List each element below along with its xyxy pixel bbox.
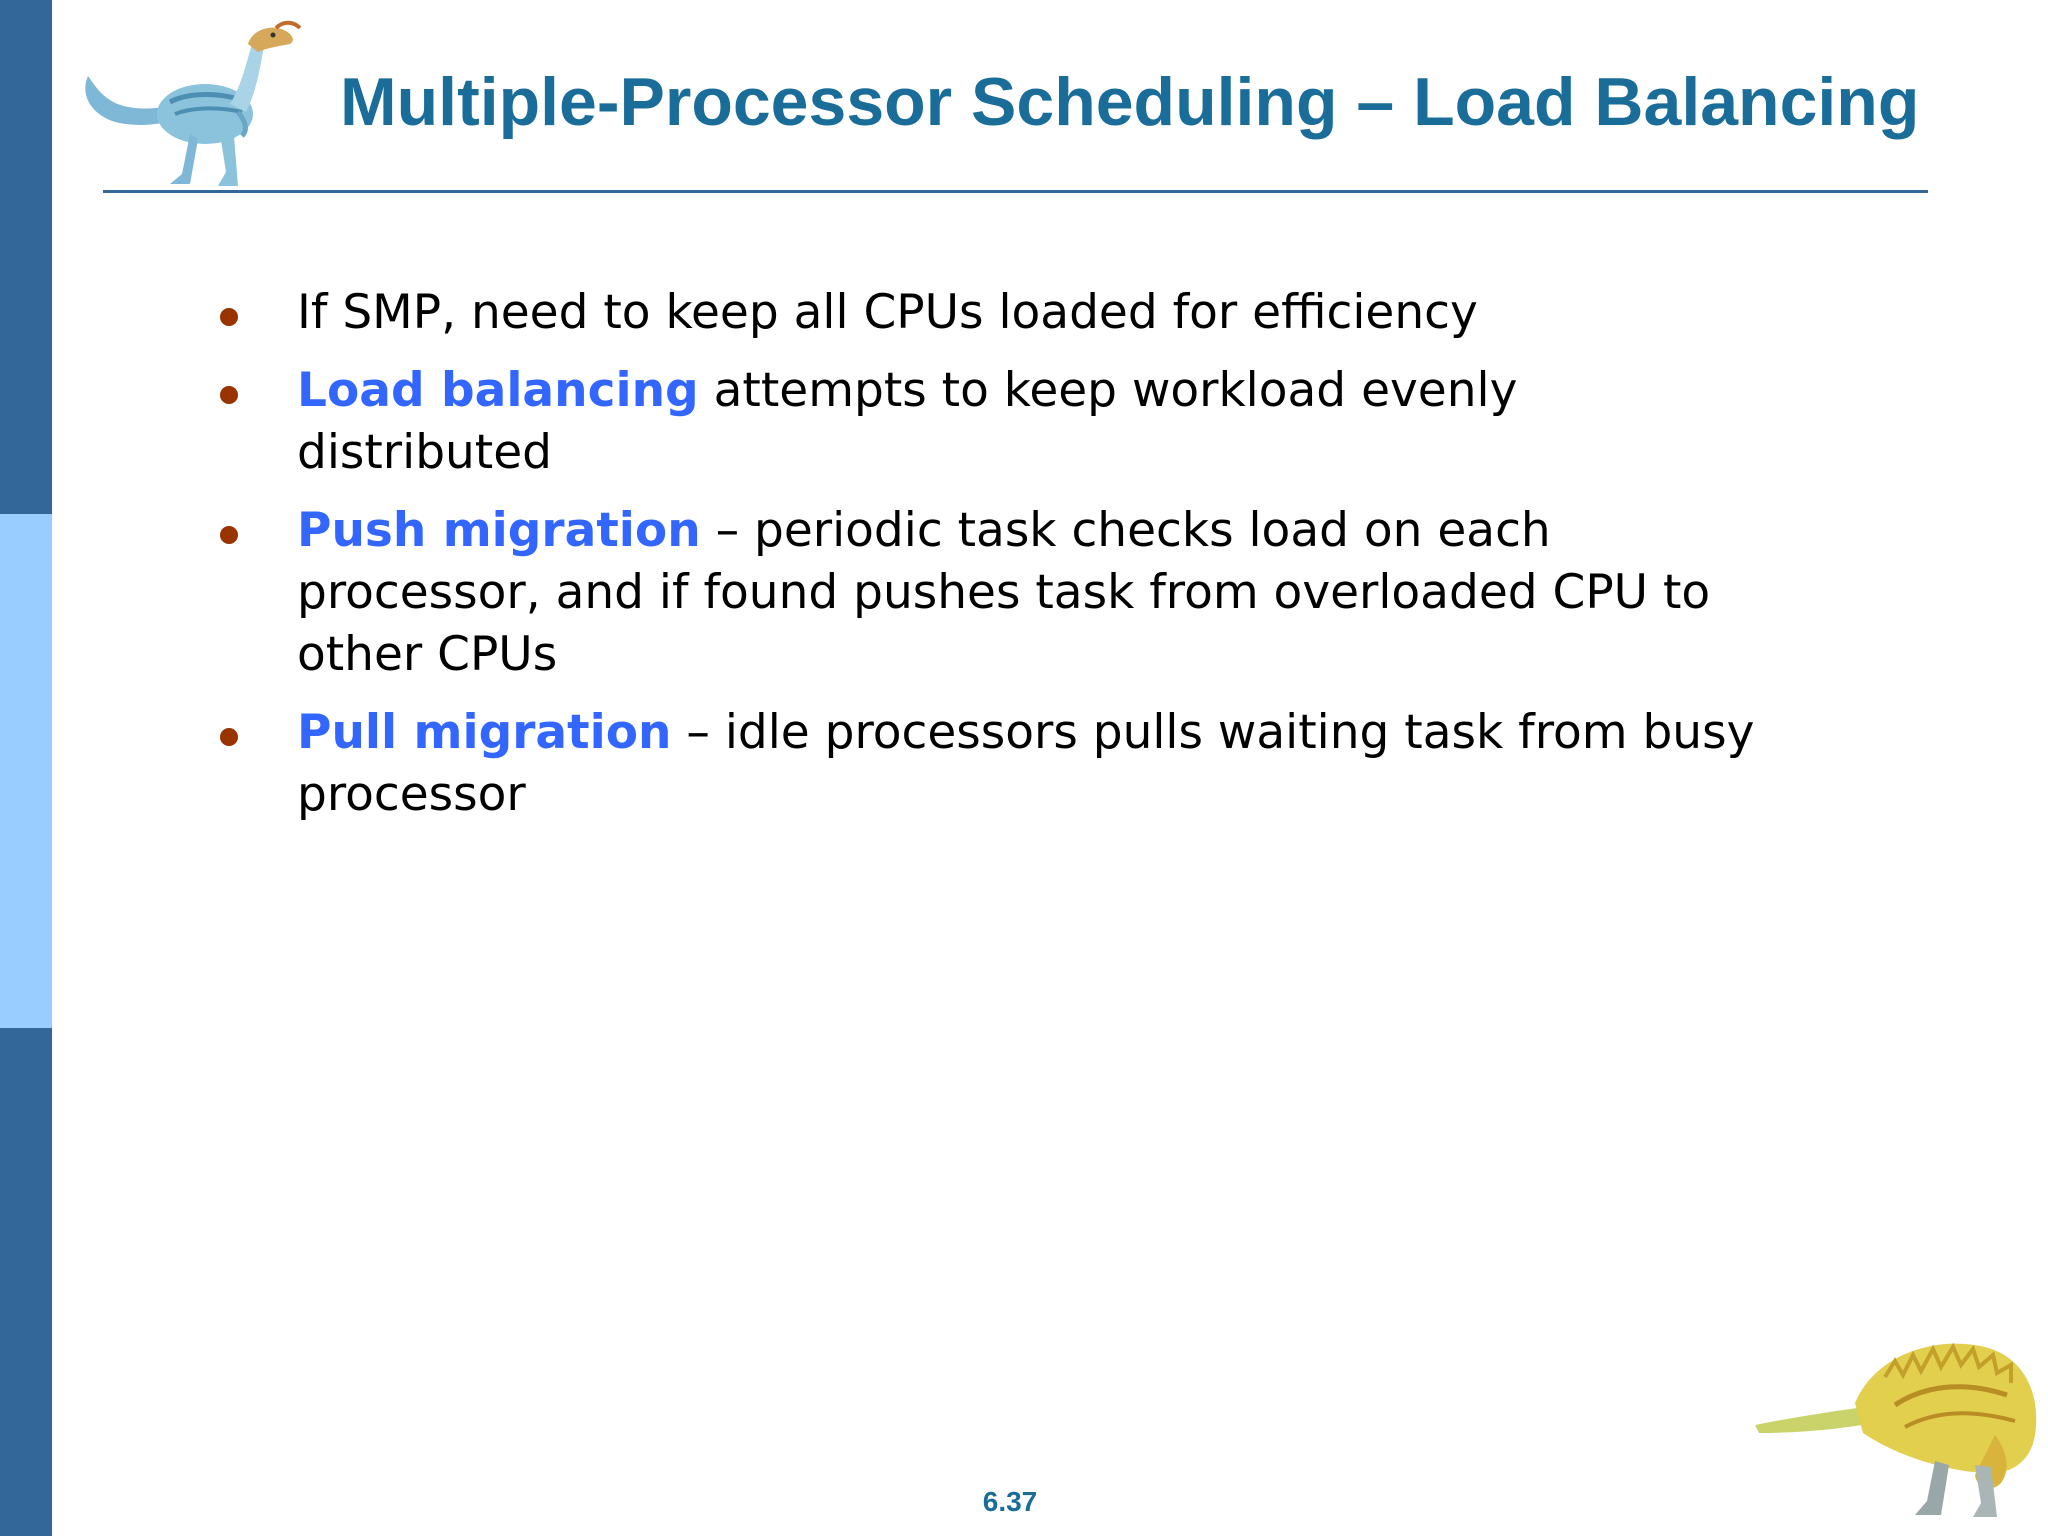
bullet-item-pull-migration (210, 702, 1770, 826)
bullet-text: – periodic task checks load on each processor, and if found pushes task from overloaded CPU to other CPUs (297, 503, 1711, 682)
bullet-text: If SMP, need to keep all CPUs loaded for efficiency (297, 285, 1478, 340)
bullet-text: attempts to keep workload evenly distributed (297, 363, 1518, 480)
slide-sidebar (0, 0, 52, 1536)
bullet-dot-icon (220, 728, 238, 746)
bullet-term: Pull migration (297, 705, 672, 760)
bullet-dot-icon (220, 308, 238, 326)
bullet-dot-icon (220, 526, 238, 544)
title-divider (103, 190, 1928, 193)
sidebar-segment-middle (0, 514, 52, 1028)
dinosaur-crawling-icon (1745, 1325, 2045, 1525)
page-number: 6.37 (982, 1486, 1038, 1517)
dinosaur-standing-icon (70, 14, 320, 196)
bullet-item-smp (210, 282, 1770, 344)
bullet-term: Load balancing (297, 363, 699, 418)
slide-title: Multiple-Processor Scheduling – Load Balancing (340, 64, 1920, 140)
sidebar-segment-bottom (0, 1028, 52, 1536)
bullet-item-push-migration (210, 500, 1770, 686)
bullet-dot-icon (220, 386, 238, 404)
bullet-term: Push migration (297, 503, 701, 558)
bullet-item-load-balancing (210, 360, 1770, 484)
bullet-list (210, 282, 1770, 842)
sidebar-segment-top (0, 0, 52, 514)
bullet-text: – idle processors pulls waiting task from busy processor (297, 705, 1755, 822)
